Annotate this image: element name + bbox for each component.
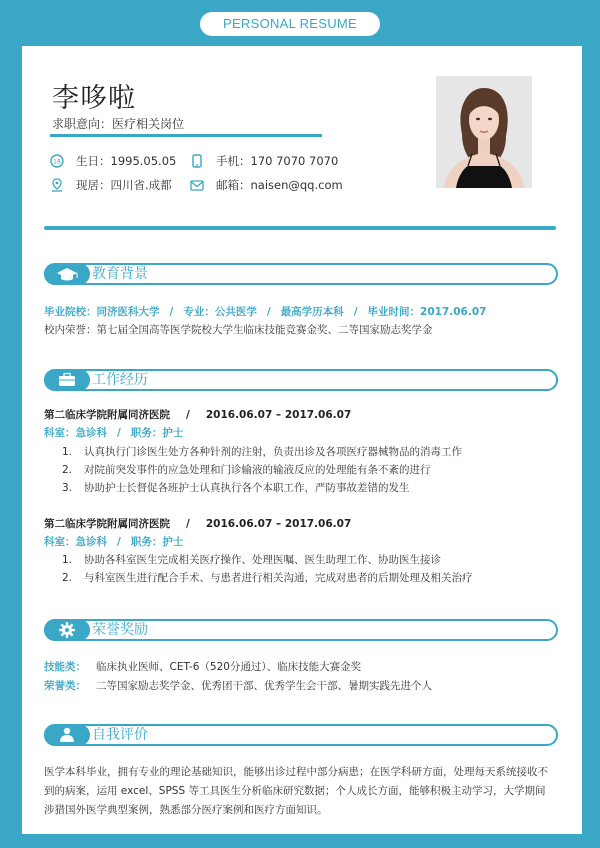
self-evaluation-text: 医学本科毕业，拥有专业的理论基础知识，能够出诊过程中部分病患；在医学科研方面，处理每天系统接收不到的病案，运用 excel、SPSS 等工具医生分析临床研究数据；个人成长方面，能够积极主动学习，大学期间涉猎国外医学典型案例，熟悉部分医疗案例和医疗方面知识。 bbox=[44, 766, 548, 816]
candidate-name: 李哆啦 bbox=[52, 83, 136, 114]
work-icon-bg bbox=[44, 369, 90, 391]
self-icon-bg bbox=[44, 724, 90, 746]
job-title: 职务：护士 bbox=[130, 427, 184, 439]
section-title: 教育背景 bbox=[92, 266, 148, 282]
job-2-header: 第二临床学院附属同济医院 / 2016.06.07 – 2017.06.07 bbox=[44, 518, 352, 530]
major: 专业：公共医学 bbox=[183, 306, 257, 318]
briefcase-icon bbox=[44, 369, 90, 391]
degree: 最高学历本科 bbox=[280, 306, 344, 318]
gear-icon bbox=[44, 619, 90, 641]
email-text: 邮箱：naisen@qq.com bbox=[216, 178, 343, 192]
graduation-date: 毕业时间：2017.06.07 bbox=[367, 306, 487, 318]
bottom-border bbox=[0, 834, 600, 848]
header-divider bbox=[44, 226, 556, 230]
job-period: 2016.06.07 – 2017.06.07 bbox=[205, 518, 352, 530]
skill-awards bbox=[44, 659, 361, 674]
skill-text: 临床执业医师、CET-6（520分通过）、临床技能大赛金奖 bbox=[96, 661, 362, 673]
school: 毕业院校：同济医科大学 bbox=[44, 306, 160, 318]
section-work-header bbox=[44, 369, 558, 391]
pin-icon bbox=[50, 178, 64, 192]
resume-tag: PERSONAL RESUME bbox=[200, 12, 380, 36]
job-org: 第二临床学院附属同济医院 bbox=[44, 409, 170, 421]
list-item: 2. 与科室医生进行配合手术、与患者进行相关沟通，完成对患者的后期处理及相关治疗 bbox=[62, 572, 473, 584]
job-dept: 科室：急诊科 bbox=[44, 427, 107, 439]
person-icon bbox=[44, 724, 90, 746]
birth-text: 生日：1995.05.05 bbox=[76, 154, 177, 168]
job-title: 职务：护士 bbox=[130, 536, 184, 548]
job-org: 第二临床学院附属同济医院 bbox=[44, 518, 170, 530]
job-1-role: 科室：急诊科 / 职务：护士 bbox=[44, 427, 184, 439]
section-title: 工作经历 bbox=[92, 372, 148, 388]
phone-icon bbox=[190, 154, 204, 168]
awards-icon-bg bbox=[44, 619, 90, 641]
honor-awards bbox=[44, 678, 432, 693]
education-summary: 毕业院校：同济医科大学 / 专业：公共医学 / 最高学历本科 / 毕业时间：2017.06.07 bbox=[44, 306, 487, 318]
profile-photo bbox=[436, 76, 532, 188]
school-honors: 校内荣誉：第七届全国高等医学院校大学生临床技能竞赛金奖、二等国家励志奖学金 bbox=[44, 324, 433, 336]
honor-label: 荣誉类： bbox=[44, 680, 86, 692]
section-awards-header bbox=[44, 619, 558, 641]
phone-text: 手机：170 7070 7070 bbox=[216, 154, 339, 168]
location-text: 现居：四川省.成都 bbox=[76, 178, 172, 192]
job-dept: 科室：急诊科 bbox=[44, 536, 107, 548]
name-underline bbox=[50, 134, 322, 137]
section-self-header bbox=[44, 724, 558, 746]
job-2-role: 科室：急诊科 / 职务：护士 bbox=[44, 536, 184, 548]
mail-icon bbox=[190, 178, 204, 192]
section-education-header bbox=[44, 263, 558, 285]
section-title: 荣誉奖励 bbox=[92, 622, 148, 638]
list-item: 1. 认真执行门诊医生处方各种针剂的注射，负责出诊及各项医疗器械物品的消毒工作 bbox=[62, 446, 462, 458]
job-1-header: 第二临床学院附属同济医院 / 2016.06.07 – 2017.06.07 bbox=[44, 409, 352, 421]
honor-text: 二等国家励志奖学金、优秀团干部、优秀学生会干部、暑期实践先进个人 bbox=[96, 680, 432, 692]
right-border bbox=[582, 0, 600, 848]
job-period: 2016.06.07 – 2017.06.07 bbox=[205, 409, 352, 421]
list-item: 2. 对院前突发事件的应急处理和门诊输液的输液反应的处理能有条不紊的进行 bbox=[62, 464, 431, 476]
list-item: 3. 协助护士长督促各班护士认真执行各个本职工作，严防事故差错的发生 bbox=[62, 482, 410, 494]
skill-label: 技能类： bbox=[44, 661, 86, 673]
calendar-icon bbox=[50, 154, 64, 168]
left-border bbox=[0, 0, 22, 848]
education-icon-bg bbox=[44, 263, 90, 285]
job-intent: 求职意向：医疗相关岗位 bbox=[52, 117, 185, 131]
list-item: 1. 协助各科室医生完成相关医疗操作、处理医嘱、医生助理工作、协助医生接诊 bbox=[62, 554, 441, 566]
graduation-cap-icon bbox=[44, 263, 90, 285]
svg-text:18: 18 bbox=[53, 158, 61, 166]
section-title: 自我评价 bbox=[92, 727, 148, 743]
